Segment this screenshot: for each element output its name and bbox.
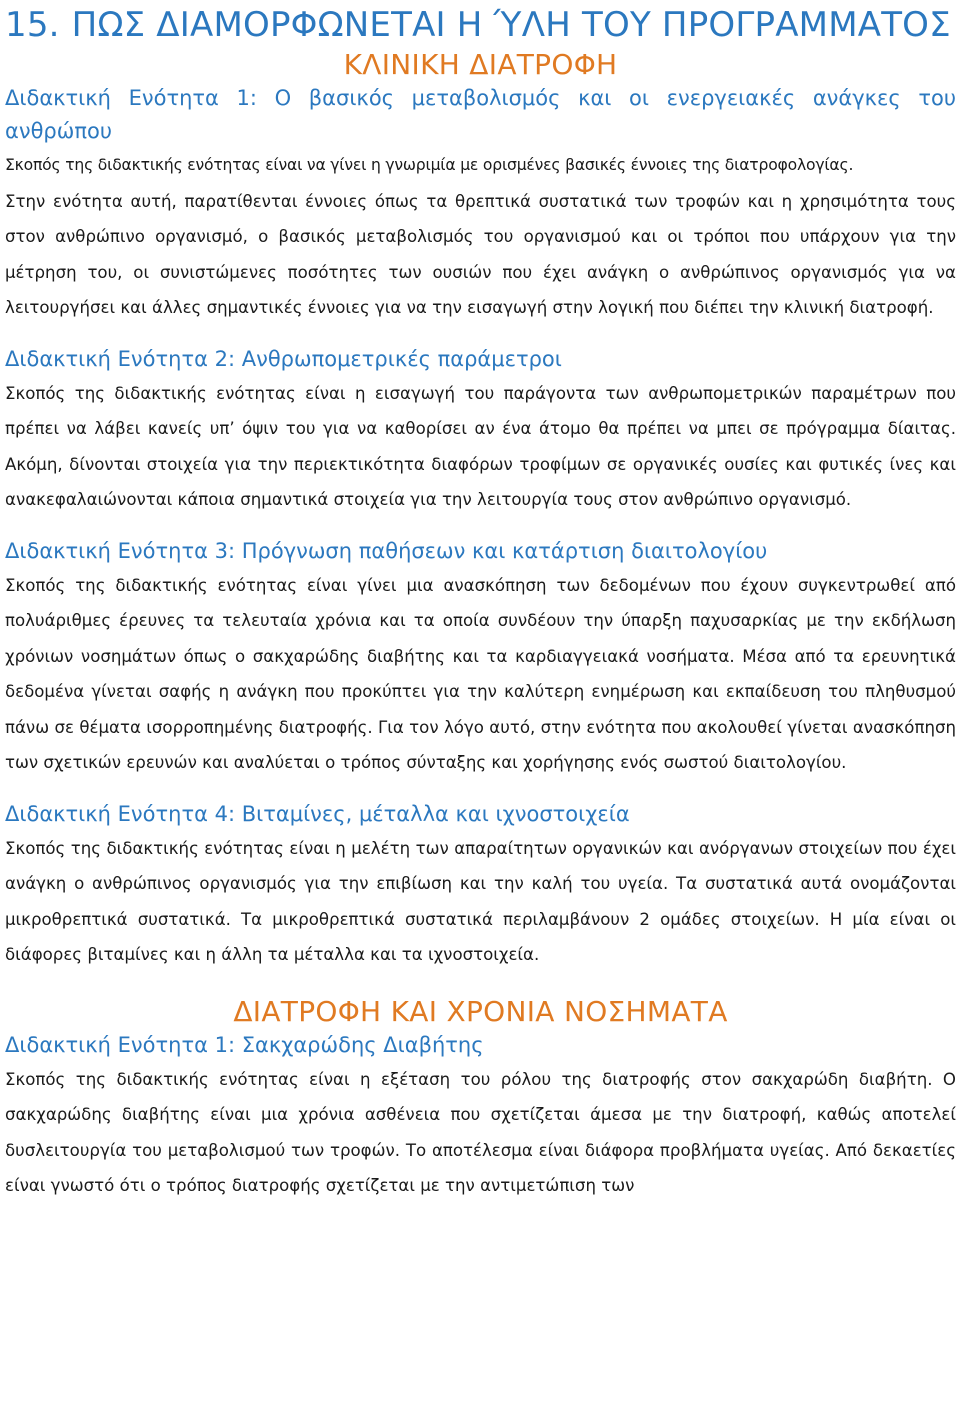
unit-3-title: Διδακτική Ενότητα 3: Πρόγνωση παθήσεων και κατάρτιση διαιτολογίου xyxy=(5,538,768,563)
unit-3-body: Σκοπός της διδακτικής ενότητας είναι γίνει μια ανασκόπηση των δεδομένων που έχουν συγκεντρωθεί από πολυάριθμες έρευνες τα τελευταία χρόνια και τα οποία συνδέουν την ύπαρξη παχυσαρκίας με την εκδήλωση χρόνιων νοσημάτων όπως ο σακχαρώδης διαβήτης και τα καρδιαγγειακά νοσήματα. Μέσα από τα ερευνητικά δεδομένα γίνεται σαφής η ανάγκη που προκύπτει για την καλύτερη ενημέρωση και εκπαίδευση του πληθυσμού πάνω σε θέματα ισορροπημένης διατροφής. Για τον λόγο αυτό, στην ενότητα που ακολουθεί γίνεται ανασκόπηση των σχετικών ερευνών και αναλύεται ο τρόπος σύνταξης και χορήγησης ενός σωστού διαιτολογίου. xyxy=(5,575,956,772)
unit-1-title: Διδακτική Ενότητα 1: Ο βασικός μεταβολισμός και οι ενεργειακές ανάγκες του ανθρώπου xyxy=(5,86,956,143)
page-title xyxy=(5,0,956,48)
unit-4-title: Διδακτική Ενότητα 4: Βιταμίνες, μέταλλα και ιχνοστοιχεία xyxy=(5,801,630,826)
unit-2-body: Σκοπός της διδακτικής ενότητας είναι η εισαγωγή του παράγοντα των ανθρωπομετρικών παραμέτρων που πρέπει να λάβει κανείς υπ’ όψιν του για να καθορίσει αν ένα άτομο θα πρέπει να μπει σε πρόγραμμα δίαιτας. Ακόμη, δίνονται στοιχεία για την περιεκτικότητα διαφόρων τροφίμων σε οργανικές ουσίες και φυτικές ίνες και ανακεφαλαιώνονται κάποια σημαντικά στοιχεία για την λειτουργία τους στον ανθρώπινο οργανισμό. xyxy=(5,383,956,509)
chapter-number: 15. xyxy=(5,5,60,45)
unit-4-body: Σκοπός της διδακτικής ενότητας είναι η μελέτη των απαραίτητων οργανικών και ανόργανων στοιχείων που έχει ανάγκη ο ανθρώπινος οργανισμός για την επιβίωση και την καλή του υγεία. Τα συστατικά αυτά ονομάζονται μικροθρεπτικά συστατικά. Τα μικροθρεπτικά συστατικά περιλαμβάνουν 2 ομάδες στοιχείων. Η μία είναι οι διάφορες βιταμίνες και η άλλη τα μέταλλα και τα ιχνοστοιχεία. xyxy=(5,838,956,964)
diabetes-unit-body: Σκοπός της διδακτικής ενότητας είναι η εξέταση του ρόλου της διατροφής στον σακχαρώδη διαβήτη. Ο σακχαρώδης διαβήτης είναι μια χρόνια ασθένεια που σχετίζεται άμεσα με την διατροφή, καθώς αποτελεί δυσλειτουργία του μεταβολισμού των τροφών. Το αποτέλεσμα είναι διάφορα προβλήματα υγείας. Από δεκαετίες είναι γνωστό ότι ο τρόπος διατροφής σχετίζεται με την αντιμετώπιση των xyxy=(5,1069,956,1195)
category-heading-clinical-nutrition: ΚΛΙΝΙΚΗ ΔΙΑΤΡΟΦΗ xyxy=(343,48,618,81)
unit-2-title: Διδακτική Ενότητα 2: Ανθρωπομετρικές παράμετροι xyxy=(5,346,562,371)
unit-1-lead: Σκοπός της διδακτικής ενότητας είναι να γίνει η γνωριμία με ορισμένες βασικές έννοιες της διατροφολογίας. xyxy=(5,156,854,174)
unit-1-body: Στην ενότητα αυτή, παρατίθενται έννοιες όπως τα θρεπτικά συστατικά των τροφών και η χρησιμότητα τους στον ανθρώπινο οργανισμό, ο βασικός μεταβολισμός του οργανισμού και οι τρόποι που υπάρχουν για την μέτρηση του, οι συνιστώμενες ποσότητες των ουσιών που έχει ανάγκη ο ανθρώπινος οργανισμός για να λειτουργήσει και άλλες σημαντικές έννοιες για να την εισαγωγή στην λογική που διέπει την κλινική διατροφή. xyxy=(5,191,956,317)
category-heading-nutrition-chronic-diseases: ΔΙΑΤΡΟΦΗ ΚΑΙ ΧΡΟΝΙΑ ΝΟΣΗΜΑΤΑ xyxy=(233,994,728,1028)
diabetes-unit-title: Διδακτική Ενότητα 1: Σακχαρώδης Διαβήτης xyxy=(5,1032,484,1057)
chapter-title: ΠΩΣ ΔΙΑΜΟΡΦΩΝΕΤΑΙ Η ΎΛΗ ΤΟΥ ΠΡΟΓΡΑΜΜΑΤΟΣ xyxy=(71,5,951,45)
